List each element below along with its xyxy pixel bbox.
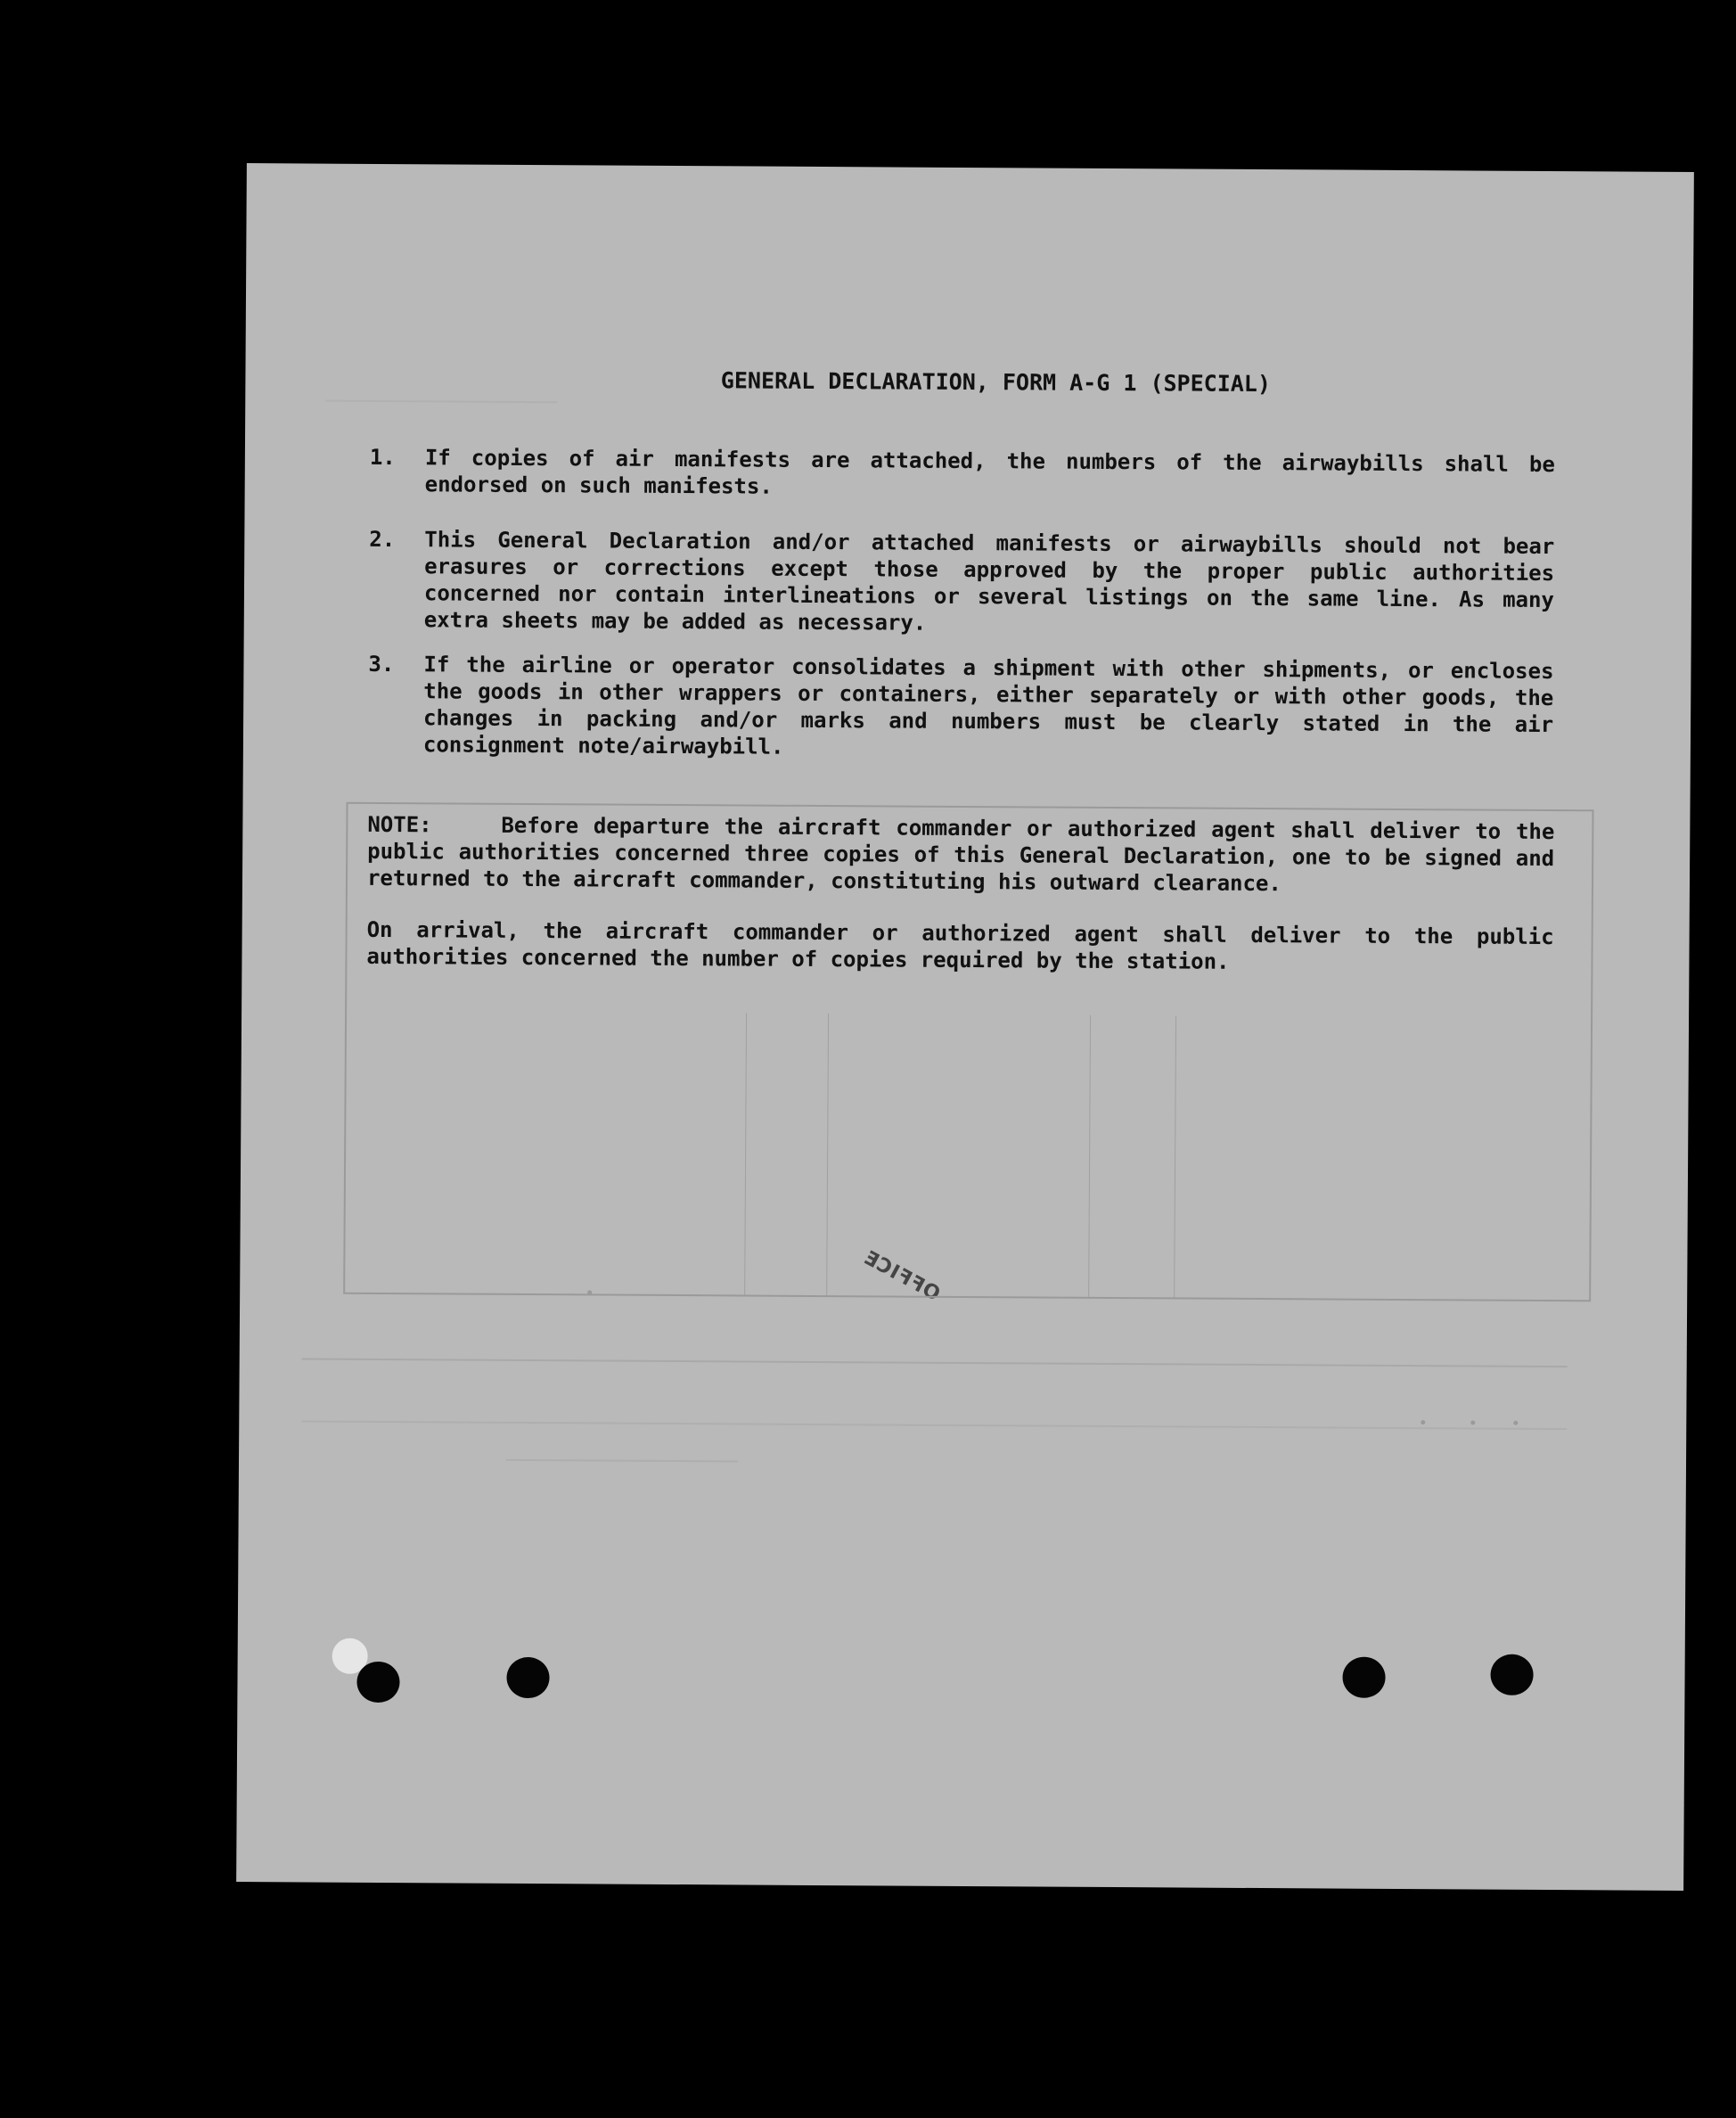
item-number: 2. bbox=[369, 526, 396, 553]
item-text: This General Declaration and/or attached manifests or airwaybills should not bear erasures or corrections except those approved by the proper public authorities concerned nor contain interlineations or several listings on the same line. As many extra sheets may be added as necessary. bbox=[423, 527, 1555, 636]
declaration-instructions bbox=[236, 163, 1694, 1891]
punch-hole bbox=[506, 1657, 549, 1698]
punch-hole bbox=[1490, 1654, 1533, 1695]
instruction-item bbox=[370, 444, 1555, 505]
note-paragraph: On arrival, the aircraft commander or authorized agent shall deliver to the public authorities concerned the number of copies required by the station. bbox=[366, 916, 1554, 974]
note-paragraph-text: Before departure the aircraft commander or authorized agent shall deliver to the public authorities concerned three copies of this General Declaration, one to be signed and returned to the aircraft commander, constituting his outward clearance. bbox=[366, 812, 1555, 897]
punch-hole bbox=[1342, 1657, 1385, 1698]
instruction-item bbox=[369, 526, 1555, 640]
note-label: NOTE: bbox=[367, 811, 432, 838]
item-text: If copies of air manifests are attached, the numbers of the airwaybills shall be endorsed on such manifests. bbox=[424, 445, 1555, 499]
instruction-item bbox=[368, 651, 1554, 765]
item-text: If the airline or operator consolidates a shipment with other shipments, or encloses the goods in other wrappers or containers, either separately or with other goods, the changes in packing and/or marks and numbers must be clearly stated in the air consignment note/airwaybill. bbox=[422, 652, 1554, 759]
note-paragraph bbox=[367, 811, 1555, 899]
box-divider bbox=[744, 1013, 747, 1294]
note-section bbox=[366, 811, 1554, 1002]
page-title: GENERAL DECLARATION, FORM A-G 1 (SPECIAL) bbox=[720, 367, 1272, 398]
document-sheet bbox=[236, 163, 1694, 1891]
reversed-stamp-impression: ƎƆIꟻꟻO bbox=[859, 1246, 945, 1307]
item-number: 3. bbox=[368, 651, 395, 677]
item-number: 1. bbox=[369, 444, 396, 471]
box-divider bbox=[826, 1014, 829, 1295]
punch-hole bbox=[356, 1662, 399, 1703]
box-divider bbox=[1174, 1015, 1176, 1297]
box-divider bbox=[1088, 1015, 1091, 1297]
